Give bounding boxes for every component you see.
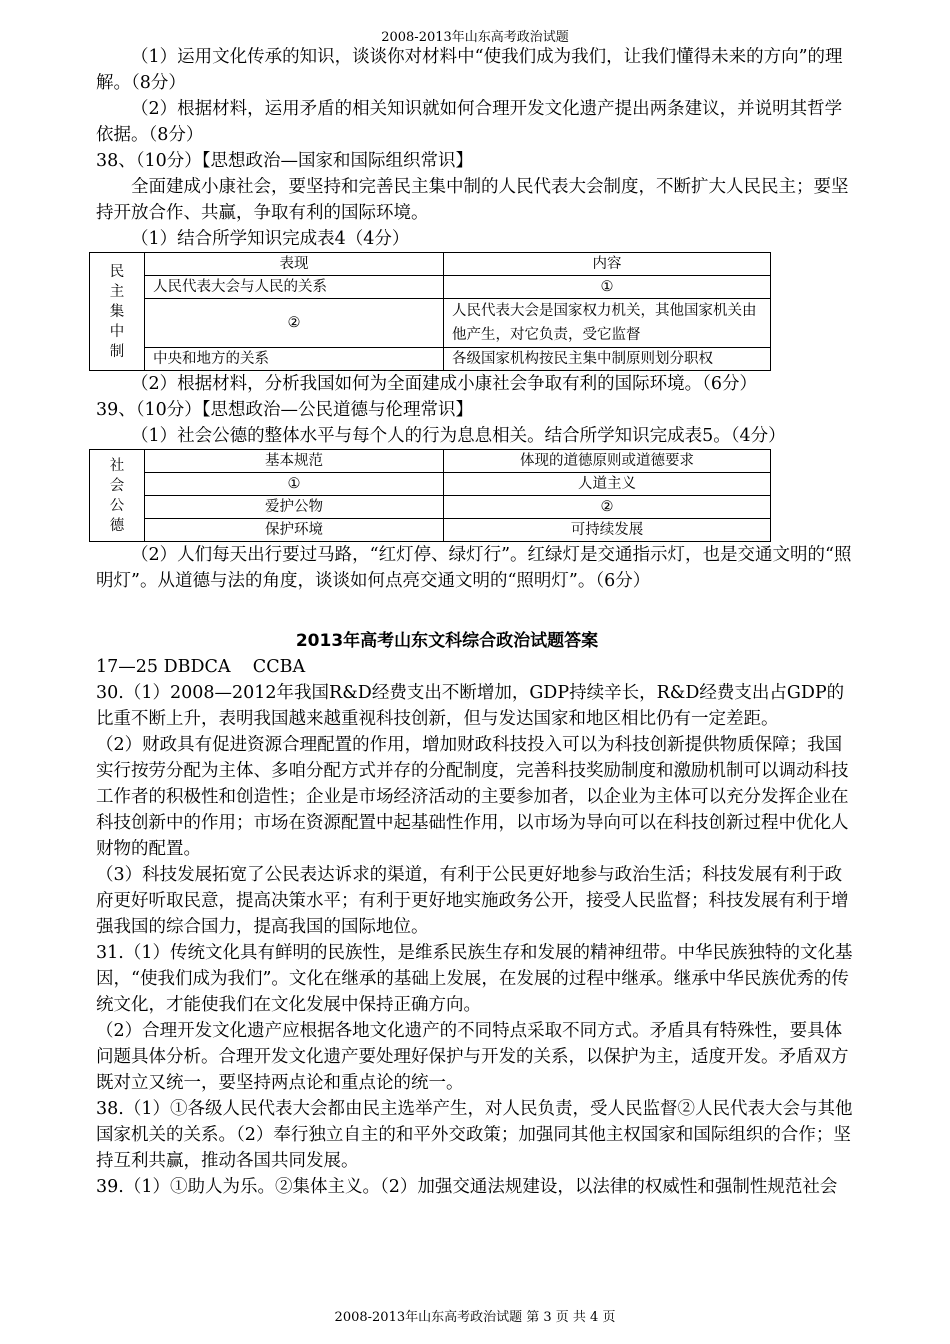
table-5-row3-col1: 保护环境 [145, 519, 444, 542]
page-footer: 2008-2013年山东高考政治试题 第 3 页 共 4 页 [334, 1310, 616, 1325]
table-5-header-col2: 体现的道德原则或道德要求 [444, 450, 771, 473]
q37-part1: （1）运用文化传承的知识，谈谈你对材料中“使我们成为我们，让我们懂得未来的方向”的理解。（8分） [96, 47, 843, 93]
table-4-row1-col1: 人民代表大会与人民的关系 [145, 276, 444, 299]
answer-39: 39.（1）①助人为乐。②集体主义。（2）加强交通法规建设，以法律的权威性和强制性规范社会 [96, 1177, 838, 1197]
q37-part2: （2）根据材料，运用矛盾的相关知识就如何合理开发文化遗产提出两条建议，并说明其哲学依据。（8分） [96, 99, 843, 145]
table-5-side-text: 社会公德 [109, 457, 125, 534]
answer-30-part1: 30.（1）2008—2012年我国R&D经费支出不断增加，GDP持续辛长，R&D经费支出占GDP的比重不断上升，表明我国越来越重视科技创新，但与发达国家和地区相比仍有一定差距。 [96, 683, 845, 729]
answer-30-part3: （3）科技发展拓宽了公民表达诉求的渠道，有利于公民更好地参与政治生活；科技发展有利于政府更好听取民意，提高决策水平；有利于更好地实施政务公开，接受人民监督；科技发展有利于增强我国的综合国力，提高我国的国际地位。 [96, 865, 849, 937]
table-4-row2-col2: 人民代表大会是国家权力机关，其他国家机关由他产生，对它负责，受它监督 [444, 299, 771, 348]
document-body [96, 44, 858, 1200]
q39-sub1: （1）社会公德的整体水平与每个人的行为息息相关。结合所学知识完成表5。（4分） [131, 426, 786, 446]
table-4-side-label [90, 253, 145, 371]
answers-choice: 17—25 DBDCA CCBA [96, 657, 306, 677]
table-5-row2-col2: ② [444, 496, 771, 519]
page-header: 2008-2013年山东高考政治试题 [381, 30, 569, 45]
q38-material: 全面建成小康社会，要坚持和完善民主集中制的人民代表大会制度，不断扩大人民民主；要坚持开放合作、共赢，争取有利的国际环境。 [96, 177, 849, 223]
answer-38: 38.（1）①各级人民代表大会都由民主选举产生，对人民负责，受人民监督②人民代表大会与其他国家机关的关系。（2）奉行独立自主的和平外交政策；加强同其他主权国家和国际组织的合作；坚持互利共赢，推动各国共同发展。 [96, 1099, 853, 1171]
table-5-row1-col2: 人道主义 [444, 473, 771, 496]
table-4 [89, 252, 771, 371]
table-5 [89, 449, 771, 542]
table-4-row3-col2: 各级国家机构按民主集中制原则划分职权 [444, 348, 771, 371]
answer-31-part1: 31.（1）传统文化具有鲜明的民族性，是维系民族生存和发展的精神纽带。中华民族独特的文化基因，“使我们成为我们”。文化在继承的基础上发展，在发展的过程中继承。继承中华民族优秀的传统文化，才能使我们在文化发展中保持正确方向。 [96, 943, 853, 1015]
q38-heading: 38、（10分）【思想政治—国家和国际组织常识】 [96, 151, 474, 171]
table-4-header-col1: 表现 [145, 253, 444, 276]
table-5-header-col1: 基本规范 [145, 450, 444, 473]
q39-sub2: （2）人们每天出行要过马路，“红灯停、绿灯行”。红绿灯是交通指示灯，也是交通文明的“照明灯”。从道德与法的角度，谈谈如何点亮交通文明的“照明灯”。（6分） [96, 545, 852, 591]
q38-sub1: （1）结合所学知识完成表4（4分） [131, 229, 410, 249]
q39-heading: 39、（10分）【思想政治—公民道德与伦理常识】 [96, 400, 474, 420]
table-4-row3-col1: 中央和地方的关系 [145, 348, 444, 371]
answers-title: 2013年高考山东文科综合政治试题答案 [295, 631, 599, 651]
table-4-row1-col2: ① [444, 276, 771, 299]
table-4-header-col2: 内容 [444, 253, 771, 276]
table-4-side-text: 民主集中制 [109, 263, 125, 360]
answer-31-part2: （2）合理开发文化遗产应根据各地文化遗产的不同特点采取不同方式。矛盾具有特殊性，要具体问题具体分析。合理开发文化遗产要处理好保护与开发的关系，以保护为主，适度开发。矛盾双方既对立又统一，要坚持两点论和重点论的统一。 [96, 1021, 849, 1093]
table-5-side-label [90, 450, 145, 542]
table-4-row2-col1: ② [145, 299, 444, 348]
table-5-row1-col1: ① [145, 473, 444, 496]
table-5-row2-col1: 爱护公物 [145, 496, 444, 519]
table-5-row3-col2: 可持续发展 [444, 519, 771, 542]
q38-sub2: （2）根据材料，分析我国如何为全面建成小康社会争取有利的国际环境。（6分） [131, 374, 758, 394]
answer-30-part2: （2）财政具有促进资源合理配置的作用，增加财政科技投入可以为科技创新提供物质保障；我国实行按劳分配为主体、多咱分配方式并存的分配制度，完善科技奖励制度和激励机制可以调动科技工作者的积极性和创造性；企业是市场经济活动的主要参加者，以企业为主体可以充分发挥企业在科技创新中的作用；市场在资源配置中起基础性作用，以市场为导向可以在科技创新过程中优化人财物的配置。 [96, 735, 849, 859]
